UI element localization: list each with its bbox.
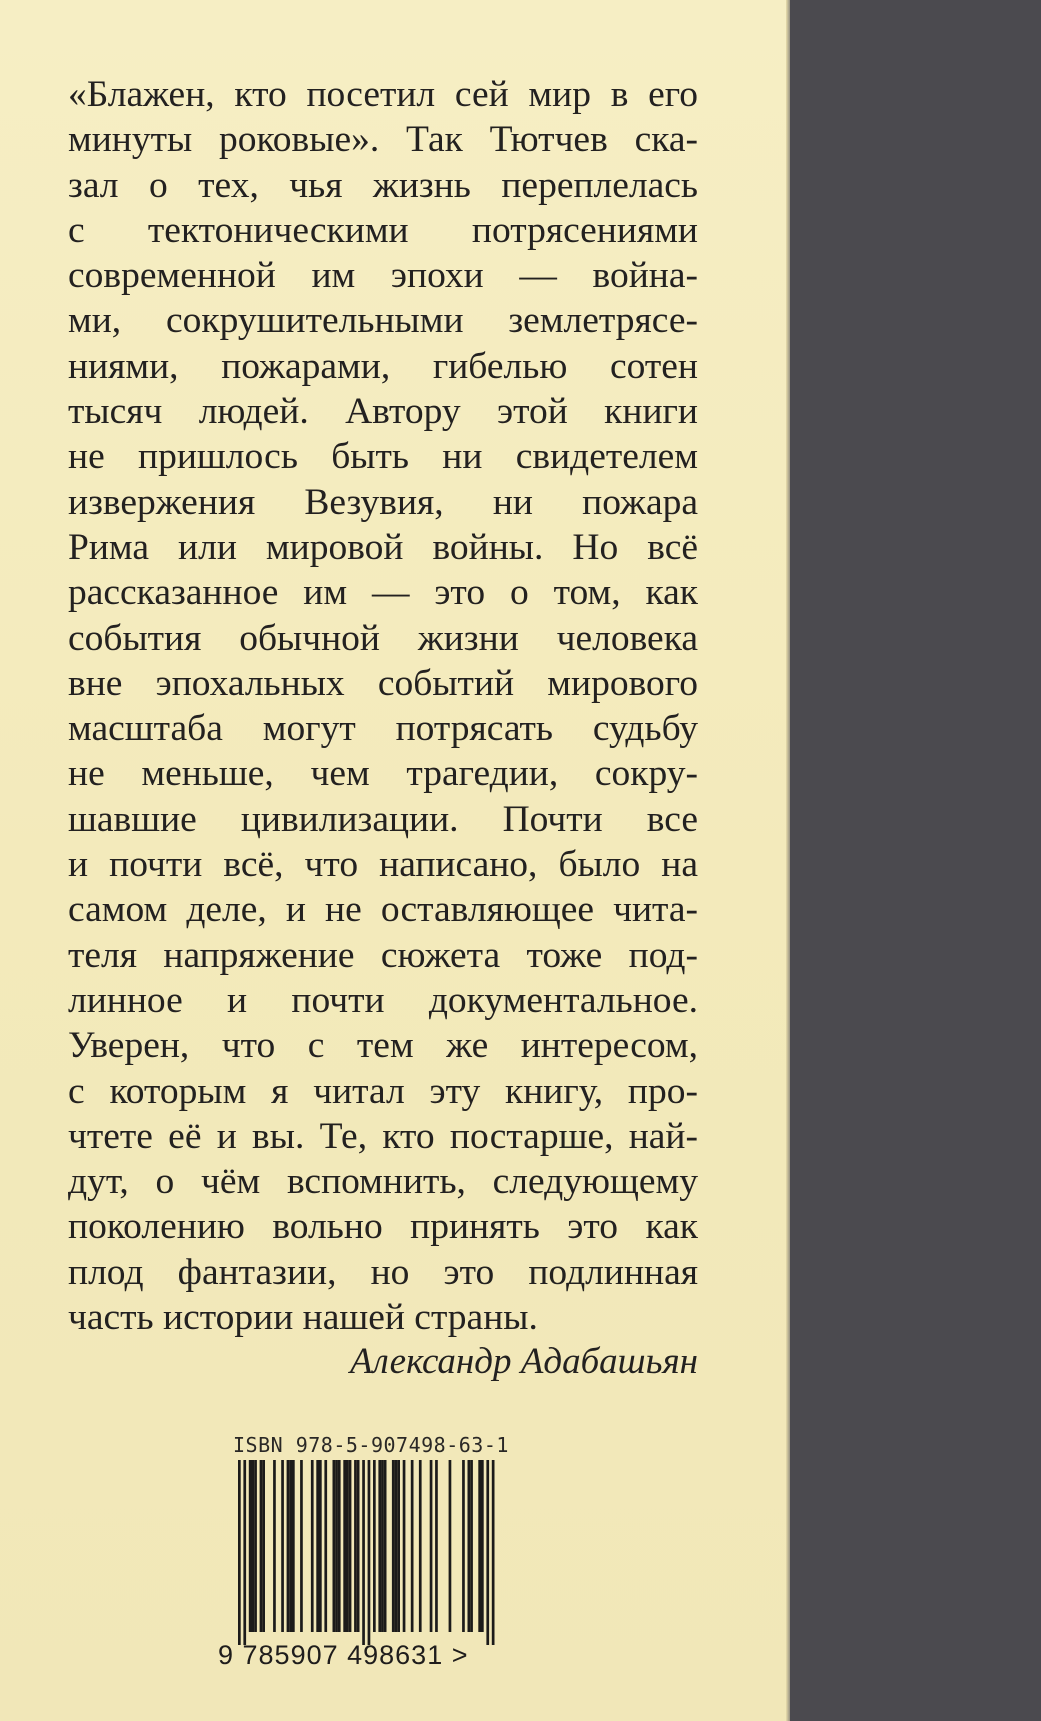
barcode-bar [354,1460,357,1632]
blurb-line: теля напряжение сюжета тоже под- [68,934,698,976]
blurb-line: современной им эпохи — война- [68,255,698,297]
blurb-line: не пришлось быть ни свидетелем [68,436,698,478]
barcode-bar [300,1460,303,1632]
barcode-bar [333,1460,336,1632]
barcode-bar [470,1460,473,1632]
barcode-bar [254,1460,257,1632]
barcode-bar [492,1460,495,1645]
barcode-digits: 9 785907 498631 > [218,1640,469,1670]
blurb-line: с которым я читал эту книгу, про- [68,1070,698,1112]
blurb-line: поколению вольно принять это как [68,1206,698,1248]
barcode-bar [281,1460,284,1632]
barcode-bar [486,1460,489,1645]
barcode-bar [243,1460,246,1645]
blurb-line: не меньше, чем трагедии, сокру- [68,753,698,795]
barcode-bar [430,1460,433,1632]
barcode-bar [249,1460,252,1632]
blurb-line: Уверен, что с тем же интересом, [68,1025,698,1067]
blurb-line: плод фантазии, но это подлинная [68,1251,698,1293]
author-signature: Александр Адабашьян [349,1341,698,1382]
barcode-bar [481,1460,484,1632]
barcode-bar [357,1460,360,1632]
blurb-line: чтете её и вы. Те, кто постарше, най- [68,1115,698,1157]
blurb-line: линное и почти документальное. [68,979,698,1021]
barcode-bar [435,1460,438,1632]
barcode-bar [289,1460,292,1632]
barcode-bar [378,1460,381,1632]
blurb-line: часть истории нашей страны. [68,1297,538,1339]
barcode-bar [319,1460,322,1632]
barcode-bar [335,1460,338,1632]
barcode-bar [338,1460,341,1632]
barcode-bar [362,1460,365,1645]
barcode-bar [478,1460,481,1632]
blurb-line: ниями, пожарами, гибелью сотен [68,345,698,387]
blurb-line: самом деле, и не оставляющее чита- [68,889,698,931]
barcode-bar [287,1460,290,1632]
barcode-bar [384,1460,387,1632]
blurb-line: дут, о чём вспомнить, следующему [68,1161,698,1203]
barcode-bar [343,1460,346,1632]
barcode-bar [238,1460,241,1645]
barcode-bar [324,1460,327,1632]
barcode-bar [252,1460,255,1632]
blurb-line: шавшие цивилизации. Почти все [68,798,698,840]
barcode-bar [411,1460,414,1632]
blurb-text [68,72,698,1340]
blurb-line: вне эпохальных событий мирового [68,662,698,704]
barcode-bar [403,1460,406,1632]
barcode-bar [316,1460,319,1632]
barcode-bar [346,1460,349,1632]
barcode-bar [468,1460,471,1632]
blurb-line: «Блажен, кто посетил сей мир в его [68,74,698,115]
blurb-line: с тектоническими потрясениями [68,209,698,251]
barcode-bar [292,1460,295,1632]
barcode-bar [368,1460,371,1645]
barcode-bar [419,1460,422,1632]
isbn-label: ISBN 978-5-907498-63-1 [233,1433,509,1457]
blurb-line: и почти всё, что написано, было на [68,844,698,886]
blurb-line: зал о тех, чья жизнь переплелась [68,164,698,206]
barcode-bar [392,1460,395,1632]
blurb-line: масштаба могут потрясать судьбу [68,708,698,750]
barcode-bar [449,1460,452,1632]
barcode-bar [262,1460,265,1632]
barcode-bar [462,1460,465,1632]
blurb-line: тысяч людей. Автору этой книги [68,391,698,433]
blurb-line: ми, сокрушительными землетрясе- [68,300,698,342]
barcode-bar [260,1460,263,1632]
blurb-line: рассказанное им — это о том, как [68,572,698,614]
barcode-icon [220,1460,520,1645]
barcode-bar [373,1460,376,1632]
blurb-line: извержения Везувия, ни пожара [68,481,698,523]
barcode-bar [381,1460,384,1632]
barcode-bar [397,1460,400,1632]
barcode-bar [349,1460,352,1632]
barcode-bar [273,1460,276,1632]
book-spine [790,0,1041,1721]
barcode-bar [395,1460,398,1632]
blurb-line: события обычной жизни человека [68,617,698,659]
blurb-line: Рима или мировой войны. Но всё [68,526,698,568]
barcode-bar [311,1460,314,1632]
blurb-line: минуты роковые». Так Тютчев ска- [68,119,698,161]
